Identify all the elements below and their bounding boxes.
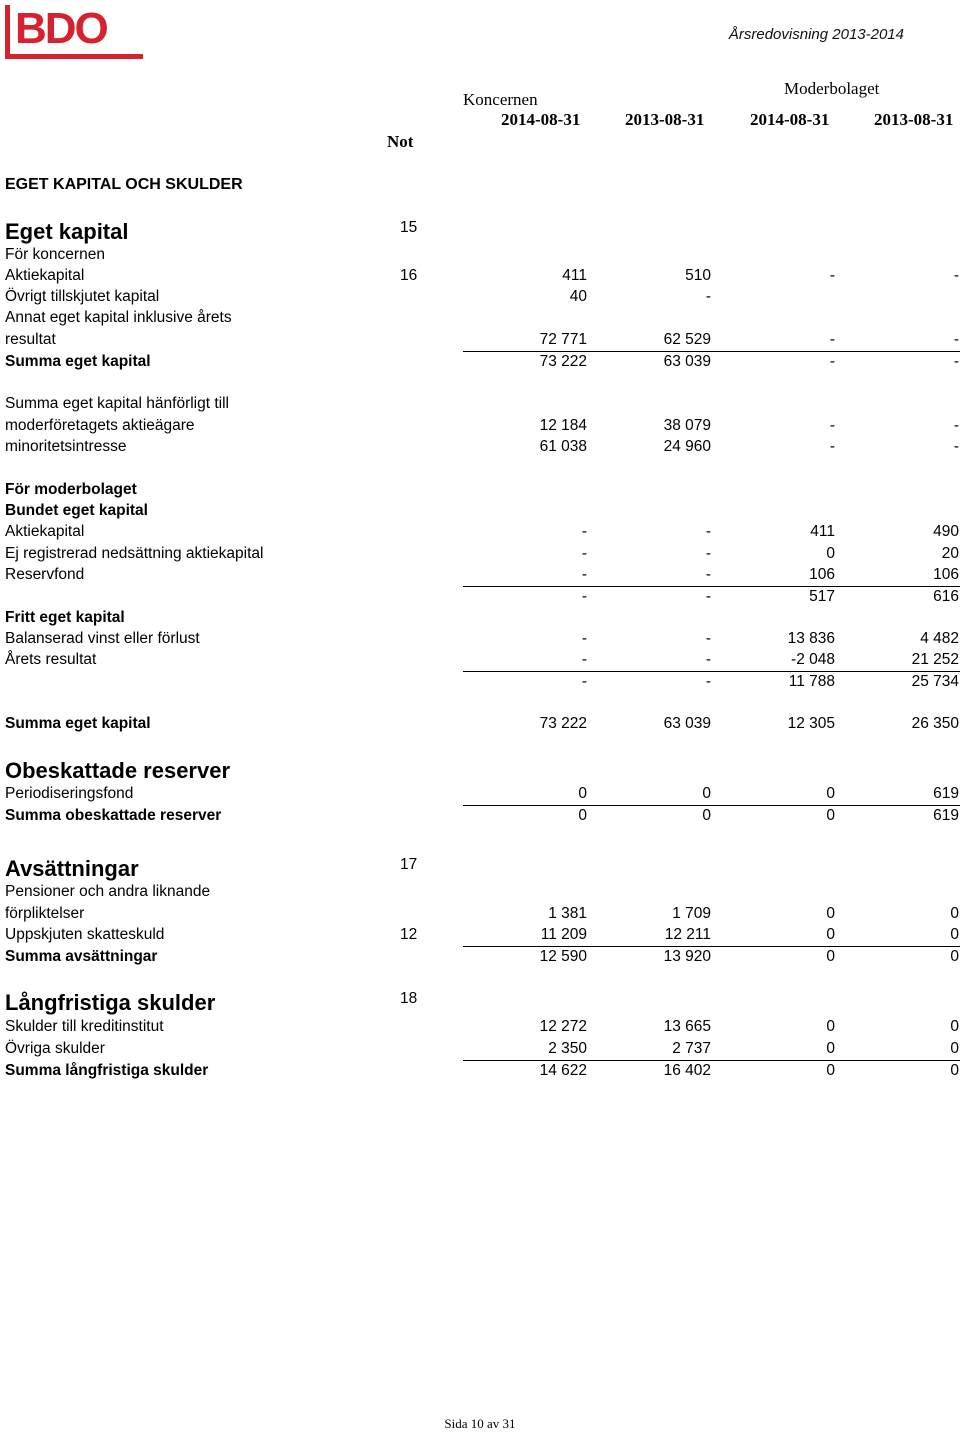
row-label: Summa eget kapital hänförligt till: [5, 395, 230, 412]
table-row: förpliktelser 1 381 1 709 0 0: [5, 905, 959, 922]
row-label: Annat eget kapital inklusive årets: [5, 309, 232, 326]
table-row: minoritetsintresse 61 038 24 960 - -: [5, 438, 959, 455]
date-col-3: 2014-08-31: [750, 110, 830, 129]
table-row: - - 11 788 25 734: [581, 673, 959, 690]
table-row: Summa långfristiga skulder 14 622 16 402 0 0: [5, 1062, 959, 1079]
table-row: Ej registrerad nedsättning aktiekapital - - 0 20: [5, 545, 959, 562]
table-row: Summa eget kapital 73 222 63 039 12 305 26 350: [5, 715, 959, 732]
table-row: - - 517 616: [581, 588, 959, 605]
section-title: EGET KAPITAL OCH SKULDER: [5, 176, 243, 193]
subheading-for-moderbolaget: För moderbolaget: [5, 481, 137, 498]
divider: [463, 351, 960, 352]
table-row: Aktiekapital 16 411 510 - -: [5, 267, 959, 284]
divider: [463, 946, 960, 947]
table-row: Skulder till kreditinstitut 12 272 13 665 0 0: [5, 1018, 959, 1035]
divider: [463, 1060, 960, 1061]
subheading-for-koncernen: För koncernen: [5, 246, 105, 263]
table-row: Summa avsättningar 12 590 13 920 0 0: [5, 948, 959, 965]
date-col-1: 2014-08-31: [501, 110, 581, 129]
table-row: Summa eget kapital 73 222 63 039 - -: [5, 353, 959, 370]
date-col-4: 2013-08-31: [874, 110, 954, 129]
bdo-logo: [5, 5, 143, 59]
date-col-2: 2013-08-31: [625, 110, 705, 129]
table-row: Reservfond - - 106 106: [5, 566, 959, 583]
subheading-fritt: Fritt eget kapital: [5, 609, 125, 626]
table-row: Aktiekapital - - 411 490: [5, 523, 959, 540]
table-row: resultat 72 771 62 529 - -: [5, 331, 959, 348]
note-ref: 17: [400, 856, 418, 873]
table-row: Uppskjuten skatteskuld 12 11 209 12 211 0 0: [5, 926, 959, 943]
report-title: Årsredovisning 2013-2014: [728, 26, 904, 43]
table-row: moderföretagets aktieägare 12 184 38 079 - -: [5, 417, 959, 434]
divider: [463, 586, 960, 587]
page-number: Sida 10 av 31: [444, 1416, 516, 1431]
note-ref: 18: [400, 990, 418, 1007]
row-label: Pensioner och andra liknande: [5, 883, 211, 900]
table-row: Årets resultat - - -2 048 21 252: [5, 651, 959, 668]
table-row: Övrigt tillskjutet kapital 40 -: [5, 288, 711, 305]
note-column-label: Not: [387, 132, 414, 151]
note-ref: 15: [400, 219, 418, 236]
table-row: Övriga skulder 2 350 2 737 0 0: [5, 1040, 959, 1057]
svg-text:BDO: BDO: [15, 5, 107, 53]
subheading-bundet: Bundet eget kapital: [5, 502, 148, 519]
table-row: Periodiseringsfond 0 0 0 619: [5, 785, 959, 802]
table-row: Balanserad vinst eller förlust - - 13 836 4 482: [5, 630, 959, 647]
divider: [463, 805, 960, 806]
parent-column-label: Moderbolaget: [784, 79, 880, 98]
heading-avsattningar: Avsättningar: [5, 856, 139, 881]
table-row: Summa obeskattade reserver 0 0 0 619: [5, 807, 959, 824]
heading-eget-kapital: Eget kapital: [5, 219, 129, 244]
group-column-label: Koncernen: [463, 90, 538, 109]
divider: [463, 671, 960, 672]
heading-obeskattade: Obeskattade reserver: [5, 758, 231, 783]
heading-langfristiga: Långfristiga skulder: [5, 990, 216, 1015]
